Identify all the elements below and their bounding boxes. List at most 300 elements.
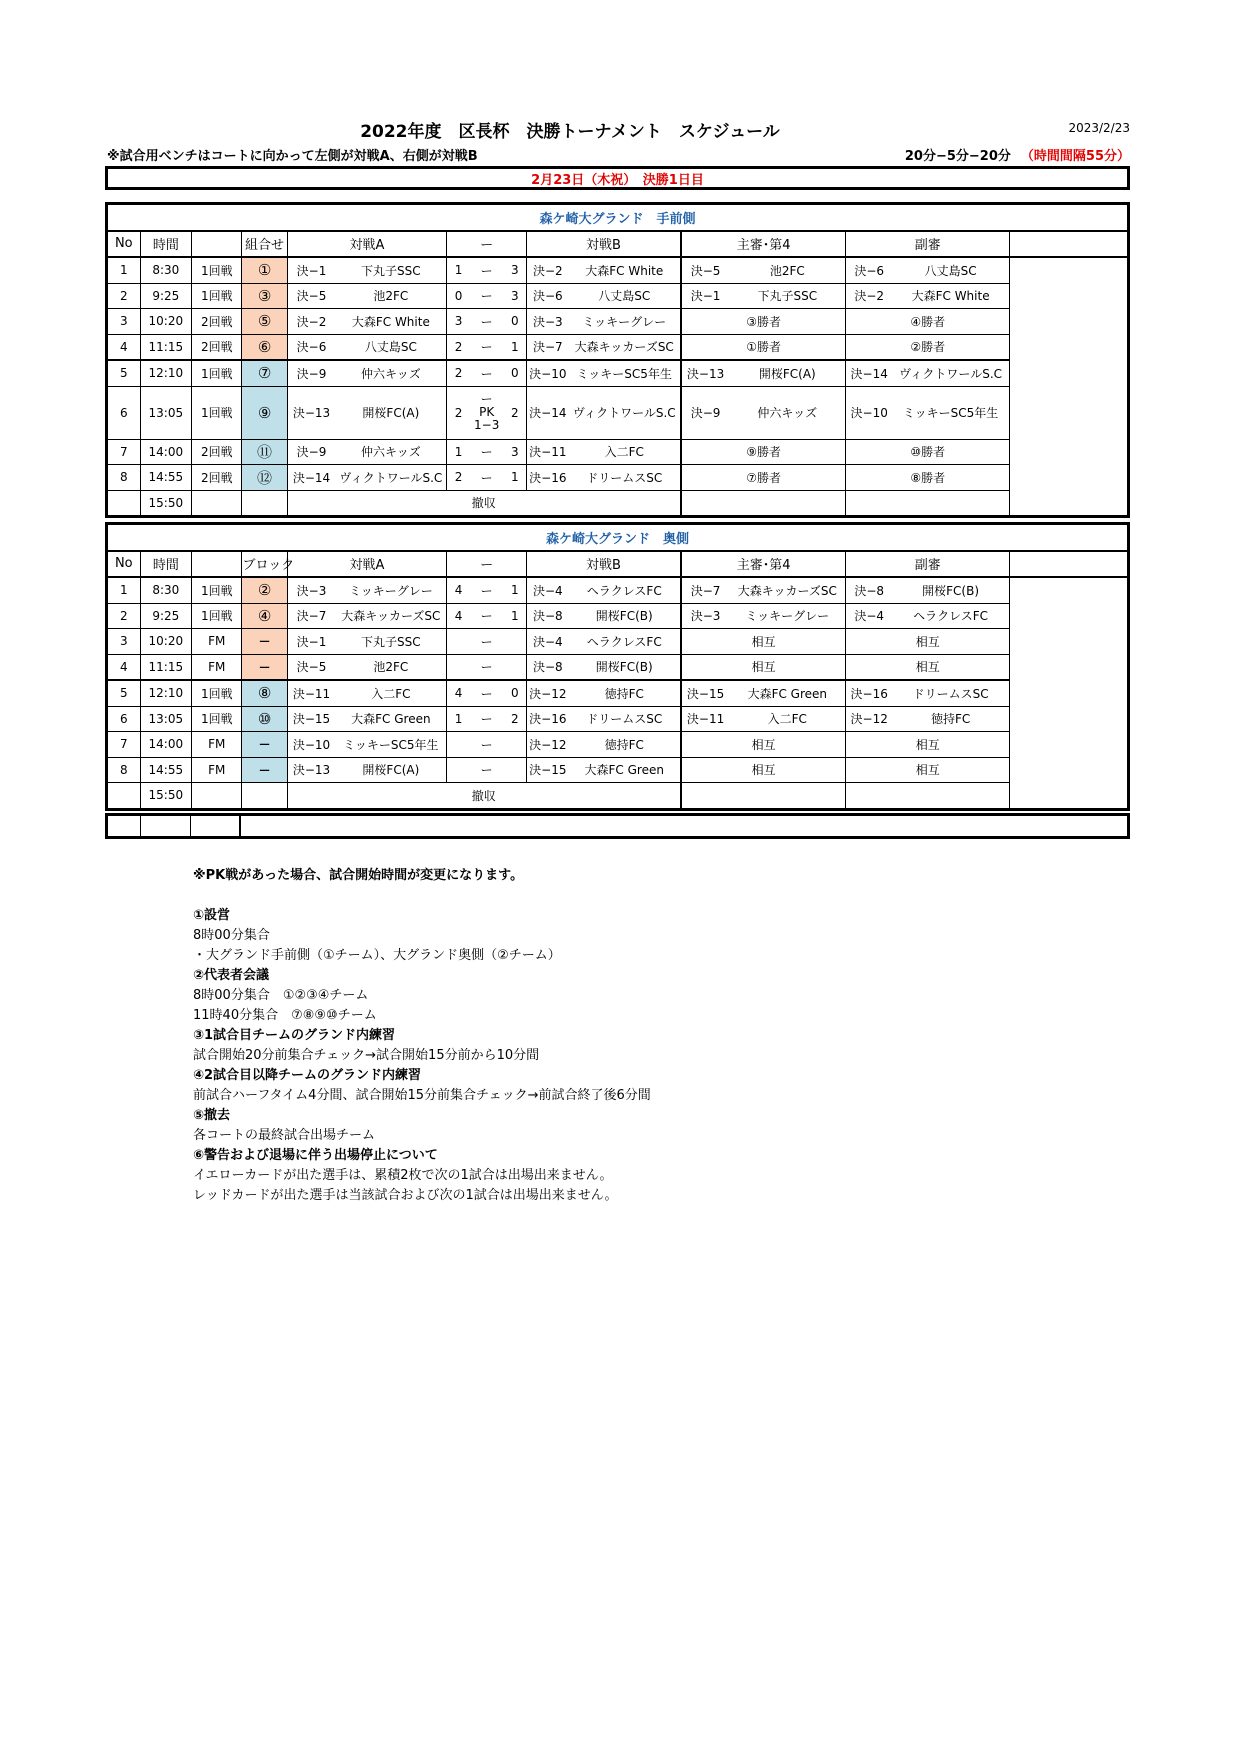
assistant-code: 決−12 <box>846 706 892 732</box>
match-row <box>107 334 1129 360</box>
score-b: 1 <box>503 577 526 603</box>
match-no: 4 <box>107 654 141 680</box>
team-b-name: ミッキーグレー <box>569 309 681 335</box>
team-a-name: ミッキーSC5年生 <box>335 732 446 758</box>
team-a-code: 決−5 <box>287 654 335 680</box>
day-banner: 2月23日（木祝） 決勝1日目 <box>105 166 1130 190</box>
match-no: 7 <box>107 732 141 758</box>
team-b-name: 徳持FC <box>569 680 681 706</box>
team-b-code: 決−10 <box>527 360 569 386</box>
referee-team: 相互 <box>681 757 846 783</box>
score-b: 2 <box>503 706 526 732</box>
team-b-name: 大森キッカーズSC <box>569 334 681 360</box>
match-no: 4 <box>107 334 141 360</box>
column-header-row <box>107 551 1129 578</box>
document-date: 2023/2/23 <box>1068 121 1130 135</box>
team-a-name: 池2FC <box>335 283 446 309</box>
match-time: 14:00 <box>140 732 191 758</box>
note-heading: ③1試合目チームのグランド内練習 <box>193 1028 396 1043</box>
match-round: 1回戦 <box>192 283 242 309</box>
note-line: 11時40分集合 ⑦⑧⑨⑩チーム <box>193 1008 377 1023</box>
end-referee <box>681 490 846 517</box>
venue-name: 森ケ崎大グランド 奥側 <box>107 524 1129 551</box>
referee-code: 決−11 <box>681 706 729 732</box>
referee-team: 大森キッカーズSC <box>729 577 846 603</box>
team-a-code: 決−1 <box>287 257 335 283</box>
match-no: 1 <box>107 577 141 603</box>
pk-label: PK <box>479 405 495 419</box>
team-a-code: 決−13 <box>287 757 335 783</box>
team-a-name: ミッキーグレー <box>335 577 446 603</box>
match-mark: ⑪ <box>242 439 287 465</box>
col-round <box>192 551 242 578</box>
team-b-code: 決−12 <box>527 732 569 758</box>
team-a-name: 下丸子SSC <box>335 257 446 283</box>
match-round: 1回戦 <box>192 257 242 283</box>
score-b: 0 <box>503 309 526 335</box>
score-dash: ー <box>470 360 504 386</box>
match-mark: ⑤ <box>242 309 287 335</box>
match-time: 14:55 <box>140 757 191 783</box>
match-round: 2回戦 <box>192 465 242 491</box>
end-round <box>192 490 242 517</box>
score-dash: ー <box>470 732 504 758</box>
end-label: 撤収 <box>287 783 681 810</box>
score-a: 1 <box>447 257 470 283</box>
note-line: ・大グランド手前側（①チーム）、大グランド奥側（②チーム） <box>193 948 561 963</box>
score-a: 2 <box>447 465 470 491</box>
col-assistant: 副審 <box>846 551 1010 578</box>
match-round: 1回戦 <box>192 680 242 706</box>
team-b-code: 決−4 <box>527 629 569 655</box>
match-mark: ① <box>242 257 287 283</box>
bench-note: ※試合用ベンチはコートに向かって左側が対戦A、右側が対戦B <box>107 149 478 164</box>
match-no: 6 <box>107 706 141 732</box>
match-round: 1回戦 <box>192 386 242 439</box>
match-row <box>107 283 1129 309</box>
referee-code: 決−13 <box>681 360 729 386</box>
team-b-code: 決−7 <box>527 334 569 360</box>
assistant-team: ⑧勝者 <box>846 465 1010 491</box>
score-dash: ー <box>470 680 504 706</box>
match-mark: − <box>242 757 287 783</box>
referee-code: 決−3 <box>681 603 729 629</box>
team-a-name: 開桜FC(A) <box>335 757 446 783</box>
team-a-name: 池2FC <box>335 654 446 680</box>
match-row <box>107 629 1129 655</box>
note-line: 試合開始20分前集合チェック→試合開始15分前から10分間 <box>193 1048 540 1063</box>
assistant-code: 決−4 <box>846 603 892 629</box>
match-time: 14:00 <box>140 439 191 465</box>
end-round <box>192 783 242 810</box>
referee-code: 決−7 <box>681 577 729 603</box>
match-time: 10:20 <box>140 629 191 655</box>
referee-code: 決−5 <box>681 257 729 283</box>
match-time: 11:15 <box>140 654 191 680</box>
score-dash: ー <box>470 603 504 629</box>
col-referee: 主審･第4 <box>681 231 846 258</box>
team-b-code: 決−3 <box>527 309 569 335</box>
match-no: 2 <box>107 283 141 309</box>
match-time: 12:10 <box>140 360 191 386</box>
match-no: 5 <box>107 360 141 386</box>
team-b-code: 決−8 <box>527 603 569 629</box>
col-assistant: 副審 <box>846 231 1010 258</box>
note-line: レッドカードが出た選手は当該試合および次の1試合は出場出来ません。 <box>193 1188 618 1203</box>
match-mark: ⑧ <box>242 680 287 706</box>
match-mark: − <box>242 732 287 758</box>
team-a-code: 決−10 <box>287 732 335 758</box>
col-combo: 組合せ <box>242 231 287 258</box>
match-mark: ④ <box>242 603 287 629</box>
match-row <box>107 309 1129 335</box>
score-a: 4 <box>447 577 470 603</box>
match-mark: ② <box>242 577 287 603</box>
note-heading: ④2試合目以降チームのグランド内練習 <box>193 1068 422 1083</box>
match-no: 5 <box>107 680 141 706</box>
team-b-name: ドリームスSC <box>569 706 681 732</box>
end-row <box>107 783 1129 810</box>
note-line: 前試合ハーフタイム4分間、試合開始15分前集合チェック→前試合終了後6分間 <box>193 1088 651 1103</box>
team-a-code: 決−13 <box>287 386 335 439</box>
team-a-code: 決−5 <box>287 283 335 309</box>
team-a-code: 決−2 <box>287 309 335 335</box>
team-a-code: 決−1 <box>287 629 335 655</box>
end-referee <box>681 783 846 810</box>
assistant-team: ミッキーSC5年生 <box>892 386 1010 439</box>
match-time: 12:10 <box>140 680 191 706</box>
team-b-code: 決−8 <box>527 654 569 680</box>
match-no: 2 <box>107 603 141 629</box>
score-dash: ー <box>470 654 504 680</box>
match-no: 7 <box>107 439 141 465</box>
note-line: 8時00分集合 ①②③④チーム <box>193 988 369 1003</box>
score-dash: ー <box>470 706 504 732</box>
assistant-team: 相互 <box>846 629 1010 655</box>
team-b-name: 開桜FC(B) <box>569 603 681 629</box>
score-b <box>503 757 526 783</box>
score-a <box>447 732 470 758</box>
assistant-team: 八丈島SC <box>892 257 1010 283</box>
assistant-team: 相互 <box>846 732 1010 758</box>
match-time: 9:25 <box>140 603 191 629</box>
col-no: No <box>107 551 141 578</box>
team-b-code: 決−11 <box>527 439 569 465</box>
score-dash: ー <box>470 439 504 465</box>
team-a-name: 入二FC <box>335 680 446 706</box>
team-a-code: 決−7 <box>287 603 335 629</box>
match-row <box>107 757 1129 783</box>
col-dash: ー <box>447 551 527 578</box>
schedule-body-front <box>107 204 1129 517</box>
score-dash: ー <box>470 309 504 335</box>
score-a: 2 <box>447 334 470 360</box>
referee-team: 入二FC <box>729 706 846 732</box>
assistant-code: 決−8 <box>846 577 892 603</box>
score-a <box>447 654 470 680</box>
referee-team: 相互 <box>681 654 846 680</box>
referee-code: 決−15 <box>681 680 729 706</box>
match-round: 1回戦 <box>192 360 242 386</box>
match-row <box>107 732 1129 758</box>
score-b <box>503 629 526 655</box>
team-b-name: 徳持FC <box>569 732 681 758</box>
notes-section <box>193 866 651 1206</box>
score-a: 0 <box>447 283 470 309</box>
match-round: FM <box>192 732 242 758</box>
end-assistant <box>846 783 1010 810</box>
score-b <box>503 732 526 758</box>
blank-cell <box>141 816 191 836</box>
end-no <box>107 783 141 810</box>
score-a: 2 <box>447 360 470 386</box>
team-b-name: ヴィクトワールS.C <box>569 386 681 439</box>
referee-code: 決−1 <box>681 283 729 309</box>
match-time: 13:05 <box>140 706 191 732</box>
blank-cell <box>191 816 241 836</box>
team-b-code: 決−6 <box>527 283 569 309</box>
score-dash: ー <box>470 334 504 360</box>
team-a-name: 大森キッカーズSC <box>335 603 446 629</box>
referee-team: ⑦勝者 <box>681 465 846 491</box>
assistant-team: ヘラクレスFC <box>892 603 1010 629</box>
match-round: 1回戦 <box>192 577 242 603</box>
match-mark: ⑦ <box>242 360 287 386</box>
note-line: イエローカードが出た選手は、累積2枚で次の1試合は出場出来ません。 <box>193 1168 613 1183</box>
team-b-name: 大森FC White <box>569 257 681 283</box>
match-round: FM <box>192 629 242 655</box>
match-time: 11:15 <box>140 334 191 360</box>
assistant-team: 大森FC White <box>892 283 1010 309</box>
team-a-code: 決−15 <box>287 706 335 732</box>
match-no: 8 <box>107 465 141 491</box>
note-heading: ①設営 <box>193 908 231 923</box>
match-time: 14:55 <box>140 465 191 491</box>
team-b-code: 決−4 <box>527 577 569 603</box>
team-b-code: 決−15 <box>527 757 569 783</box>
assistant-team: 開桜FC(B) <box>892 577 1010 603</box>
col-time: 時間 <box>140 231 191 258</box>
score-a <box>447 757 470 783</box>
match-round: 2回戦 <box>192 334 242 360</box>
schedule-table-front <box>105 202 1130 518</box>
team-a-code: 決−9 <box>287 360 335 386</box>
match-no: 6 <box>107 386 141 439</box>
score-a: 4 <box>447 680 470 706</box>
score-b: 3 <box>503 257 526 283</box>
score-a: 3 <box>447 309 470 335</box>
team-b-code: 決−12 <box>527 680 569 706</box>
referee-team: ③勝者 <box>681 309 846 335</box>
score-dash: ー <box>480 392 493 406</box>
col-team-b: 対戦B <box>527 551 681 578</box>
score-dash: ー <box>470 577 504 603</box>
match-mark: ⑫ <box>242 465 287 491</box>
score-dash: ー <box>470 757 504 783</box>
score-b: 1 <box>503 603 526 629</box>
referee-team: ⑨勝者 <box>681 439 846 465</box>
team-a-name: 大森FC Green <box>335 706 446 732</box>
referee-team: ①勝者 <box>681 334 846 360</box>
assistant-team: 相互 <box>846 757 1010 783</box>
match-mark: ③ <box>242 283 287 309</box>
match-row <box>107 439 1129 465</box>
column-header-row <box>107 231 1129 258</box>
col-team-a: 対戦A <box>287 231 447 258</box>
referee-team: 下丸子SSC <box>729 283 846 309</box>
match-mark: − <box>242 629 287 655</box>
referee-code: 決−9 <box>681 386 729 439</box>
col-extra <box>1010 231 1129 258</box>
score-b: 1 <box>503 334 526 360</box>
team-a-code: 決−3 <box>287 577 335 603</box>
assistant-code: 決−6 <box>846 257 892 283</box>
match-mark: ⑩ <box>242 706 287 732</box>
col-time: 時間 <box>140 551 191 578</box>
assistant-team: ドリームスSC <box>892 680 1010 706</box>
blank-row <box>105 813 1130 839</box>
referee-team: 相互 <box>681 732 846 758</box>
col-round <box>192 231 242 258</box>
end-mark <box>242 490 287 517</box>
end-label: 撤収 <box>287 490 681 517</box>
match-row <box>107 577 1129 603</box>
page-title: 2022年度 区長杯 決勝トーナメント スケジュール <box>360 122 780 142</box>
referee-team: 仲六キッズ <box>729 386 846 439</box>
team-a-code: 決−9 <box>287 439 335 465</box>
note-line: 各コートの最終試合出場チーム <box>193 1128 376 1143</box>
col-team-b: 対戦B <box>527 231 681 258</box>
team-a-name: 仲六キッズ <box>335 360 446 386</box>
timing-format: 20分−5分−20分 <box>904 149 1011 164</box>
match-mark: − <box>242 654 287 680</box>
match-time: 10:20 <box>140 309 191 335</box>
venue-header-row <box>107 204 1129 231</box>
extra-cell <box>1010 577 1129 809</box>
team-b-code: 決−16 <box>527 706 569 732</box>
match-row <box>107 680 1129 706</box>
team-a-name: 下丸子SSC <box>335 629 446 655</box>
assistant-code: 決−10 <box>846 386 892 439</box>
score-dash: ー <box>470 465 504 491</box>
team-b-code: 決−2 <box>527 257 569 283</box>
end-row <box>107 490 1129 517</box>
team-b-name: 開桜FC(B) <box>569 654 681 680</box>
score-b: 1 <box>503 465 526 491</box>
referee-team: 池2FC <box>729 257 846 283</box>
timing-interval: （時間間隔55分） <box>1020 149 1130 164</box>
score-a <box>447 629 470 655</box>
team-a-name: 八丈島SC <box>335 334 446 360</box>
team-a-name: 大森FC White <box>335 309 446 335</box>
match-row <box>107 465 1129 491</box>
team-b-code: 決−14 <box>527 386 569 439</box>
assistant-team: ④勝者 <box>846 309 1010 335</box>
team-b-name: ヘラクレスFC <box>569 629 681 655</box>
match-mark: ⑨ <box>242 386 287 439</box>
score-dash: ー <box>470 283 504 309</box>
score-a: 4 <box>447 603 470 629</box>
team-b-name: ヘラクレスFC <box>569 577 681 603</box>
assistant-code: 決−14 <box>846 360 892 386</box>
match-no: 3 <box>107 309 141 335</box>
score-b: 2 <box>503 386 526 439</box>
col-team-a: 対戦A <box>287 551 447 578</box>
assistant-team: 相互 <box>846 654 1010 680</box>
assistant-code: 決−16 <box>846 680 892 706</box>
match-round: FM <box>192 757 242 783</box>
col-extra <box>1010 551 1129 578</box>
team-a-code: 決−6 <box>287 334 335 360</box>
match-row <box>107 360 1129 386</box>
assistant-team: ②勝者 <box>846 334 1010 360</box>
score-b: 0 <box>503 680 526 706</box>
schedule-body-back <box>107 524 1129 810</box>
team-a-code: 決−14 <box>287 465 335 491</box>
end-time: 15:50 <box>140 783 191 810</box>
schedule-table-back <box>105 522 1130 811</box>
match-time: 8:30 <box>140 577 191 603</box>
col-no: No <box>107 231 141 258</box>
score-b: 3 <box>503 439 526 465</box>
team-a-name: 仲六キッズ <box>335 439 446 465</box>
referee-team: 相互 <box>681 629 846 655</box>
match-round: 2回戦 <box>192 439 242 465</box>
match-round: 1回戦 <box>192 706 242 732</box>
venue-header-row <box>107 524 1129 551</box>
match-time: 13:05 <box>140 386 191 439</box>
team-b-name: 大森FC Green <box>569 757 681 783</box>
match-row <box>107 706 1129 732</box>
blank-cell <box>108 816 141 836</box>
match-timing <box>905 145 1130 164</box>
referee-team: 開桜FC(A) <box>729 360 846 386</box>
team-b-name: 入二FC <box>569 439 681 465</box>
match-round: FM <box>192 654 242 680</box>
referee-team: ミッキーグレー <box>729 603 846 629</box>
end-assistant <box>846 490 1010 517</box>
referee-team: 大森FC Green <box>729 680 846 706</box>
team-b-name: 八丈島SC <box>569 283 681 309</box>
match-row <box>107 386 1129 439</box>
team-b-name: ミッキーSC5年生 <box>569 360 681 386</box>
match-time: 8:30 <box>140 257 191 283</box>
score-dash: ー <box>470 629 504 655</box>
score-a: 1 <box>447 439 470 465</box>
note-heading: ⑤撤去 <box>193 1108 231 1123</box>
match-mark: ⑥ <box>242 334 287 360</box>
match-row <box>107 654 1129 680</box>
note-line: 8時00分集合 <box>193 928 270 943</box>
assistant-team: ヴィクトワールS.C <box>892 360 1010 386</box>
match-round: 2回戦 <box>192 309 242 335</box>
match-no: 3 <box>107 629 141 655</box>
col-dash: ー <box>447 231 527 258</box>
end-mark <box>242 783 287 810</box>
note-heading: ⑥警告および退場に伴う出場停止について <box>193 1148 438 1163</box>
match-row <box>107 603 1129 629</box>
pk-score: 1−3 <box>474 418 500 432</box>
score-dash-pk <box>470 386 504 439</box>
venue-name: 森ケ崎大グランド 手前側 <box>107 204 1129 231</box>
score-dash: ー <box>470 257 504 283</box>
match-no: 8 <box>107 757 141 783</box>
assistant-team: 徳持FC <box>892 706 1010 732</box>
assistant-code: 決−2 <box>846 283 892 309</box>
score-b: 0 <box>503 360 526 386</box>
match-row <box>107 257 1129 283</box>
extra-cell <box>1010 257 1129 517</box>
